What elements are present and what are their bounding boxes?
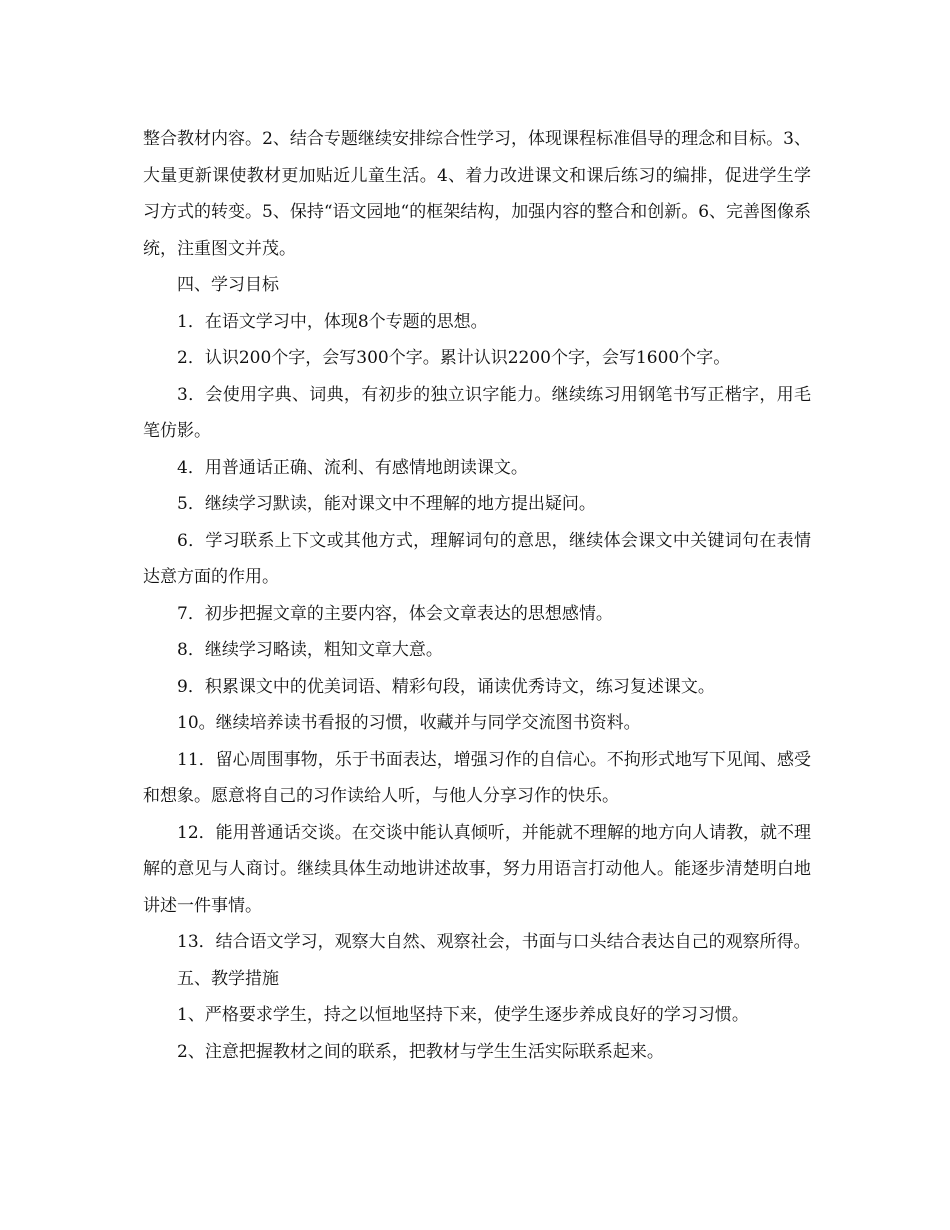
goal-item-4: 4．用普通话正确、流利、有感情地朗读课文。	[177, 457, 528, 478]
paragraph-continuation: 整合教材内容。2、结合专题继续安排综合性学习，体现课程标准倡导的理念和目标。3、大量更新课使教材更加贴近儿童生活。4、着力改进课文和课后练习的编排，促进学生学习方式的转变。5、保持“语文园地“的框架结构，加强内容的整合和创新。6、完善图像系统，注重图文并茂。	[143, 129, 812, 259]
goal-item-13: 13．结合语文学习，观察大自然、观察社会，书面与口头结合表达自己的观察所得。	[177, 932, 811, 952]
goal-item-12: 12．能用普通话交谈。在交谈中能认真倾听，并能就不理解的地方向人请教，就不理解的意见与人商讨。继续具体生动地讲述故事，努力用语言打动他人。能逐步清楚明白地讲述一件事情。	[143, 822, 811, 916]
goal-item-7: 7．初步把握文章的主要内容，体会文章表达的思想感情。	[177, 603, 613, 624]
goal-item-9: 9．积累课文中的优美词语、精彩句段，诵读优秀诗文，练习复述课文。	[177, 676, 715, 697]
measure-item-1: 1、严格要求学生，持之以恒地坚持下来，使学生逐步养成良好的学习习惯。	[177, 1005, 749, 1025]
section-heading-learning-goals: 四、学习目标	[177, 275, 279, 295]
goal-item-3: 3．会使用字典、词典，有初步的独立识字能力。继续练习用钢笔书写正楷字，用毛笔仿影。	[143, 384, 811, 441]
goal-item-10: 10。继续培养读书看报的习惯，收藏并与同学交流图书资料。	[177, 713, 641, 733]
goal-item-2: 2．认识200个字，会写300个字。累计认识2200个字，会写1600个字。	[177, 348, 731, 368]
goal-item-8: 8．继续学习略读，粗知文章大意。	[177, 640, 443, 660]
document-body	[143, 121, 811, 1070]
goal-item-6: 6．学习联系上下文或其他方式，理解词句的意思，继续体会课文中关键词句在表情达意方面的作用。	[143, 530, 811, 587]
goal-item-5: 5．继续学习默读，能对课文中不理解的地方提出疑问。	[177, 494, 596, 514]
section-heading-teaching-measures: 五、教学措施	[177, 968, 279, 989]
goal-item-1: 1．在语文学习中，体现8个专题的思想。	[177, 311, 488, 332]
measure-item-2: 2、注意把握教材之间的联系，把教材与学生生活实际联系起来。	[177, 1041, 664, 1062]
goal-item-11: 11．留心周围事物，乐于书面表达，增强习作的自信心。不拘形式地写下见闻、感受和想象。愿意将自己的习作读给人听，与他人分享习作的快乐。	[143, 749, 811, 806]
